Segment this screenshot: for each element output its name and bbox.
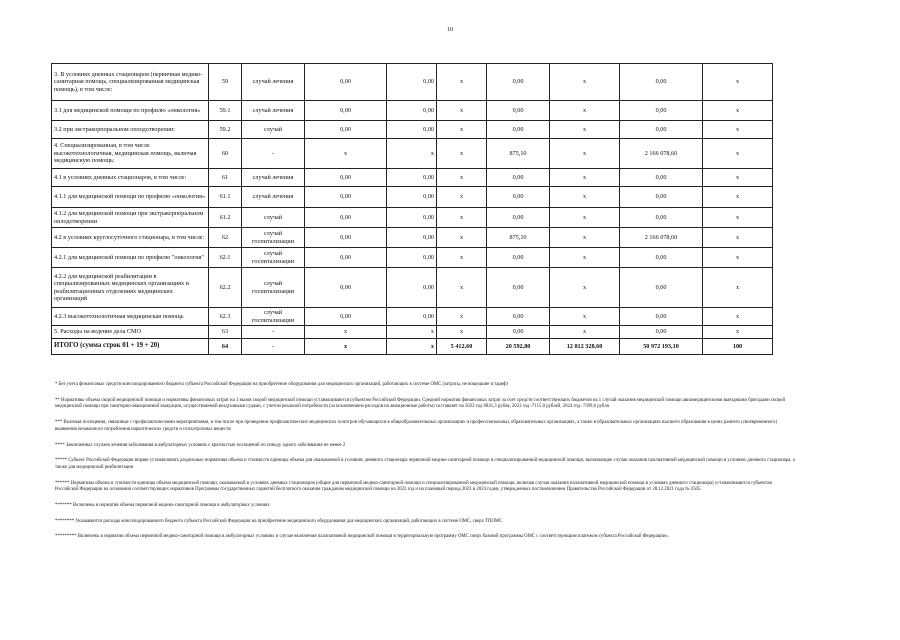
cell-name: 4.2.3 высокотехнологичная медицинская помощь	[52, 308, 209, 326]
cell-v5: x	[550, 268, 620, 308]
cell-name: 4. Специализированная, в том числе высокотехнологичная, медицинская помощь, включая медицинскую помощь:	[52, 139, 209, 169]
cell-name: 4.1.2 для медицинской помощи при экстракорпоральном оплодотворении	[52, 208, 209, 228]
cell-code: 61	[209, 169, 242, 187]
cell-v5: x	[550, 139, 620, 169]
footnotes	[55, 382, 795, 550]
table-row	[52, 139, 773, 169]
cell-name: 4.2 в условиях круглосуточного стационара, в том числе:	[52, 228, 209, 248]
cell-v5: x	[550, 121, 620, 139]
cell-v5: x	[550, 208, 620, 228]
cell-v5: 12 812 328,60	[550, 339, 620, 355]
cell-unit: случай госпитализации	[242, 268, 305, 308]
cell-unit: случай лечения	[242, 187, 305, 208]
footnote: * Без учета финансовых средств консолидированного бюджета субъекта Российской Федерации на приобретение оборудования для медицинских организаций, работающих в системе ОМС (затраты, не вошедшие в тариф)	[55, 382, 509, 387]
cell-v2: 0,00	[387, 208, 437, 228]
cell-v3: 5 412,60	[437, 339, 487, 355]
cell-code: 64	[209, 339, 242, 355]
cell-v4: 0,00	[487, 208, 550, 228]
cell-v6: 0,00	[620, 208, 703, 228]
cell-v6: 0,00	[620, 268, 703, 308]
cell-v1: 0,00	[305, 228, 387, 248]
cell-code: 61.1	[209, 187, 242, 208]
page-number: 10	[447, 27, 453, 33]
cell-v2: 0,00	[387, 169, 437, 187]
cell-v1: 0,00	[305, 308, 387, 326]
cell-v7: x	[703, 187, 773, 208]
cell-v2: x	[387, 139, 437, 169]
cell-v1: 0,00	[305, 64, 387, 101]
cell-v5: x	[550, 101, 620, 121]
cell-v6: 0,00	[620, 326, 703, 339]
cell-code: 62.3	[209, 308, 242, 326]
cell-v6: 0,00	[620, 121, 703, 139]
cell-v1: 0,00	[305, 187, 387, 208]
table-row	[52, 248, 773, 268]
cell-v7: x	[703, 208, 773, 228]
cell-v4: 20 592,80	[487, 339, 550, 355]
footnote: ******* Включены в норматив объема первичной медико-санитарной помощи в амбулаторных условиях	[55, 503, 270, 509]
cell-v4: 0,00	[487, 64, 550, 101]
cell-v6: 2 166 078,60	[620, 228, 703, 248]
cell-unit: -	[242, 326, 305, 339]
cell-v3: x	[437, 326, 487, 339]
cell-name: ИТОГО (сумма строк 01 + 19 + 20)	[52, 339, 209, 355]
cell-v2: 0,00	[387, 228, 437, 248]
cell-v5: x	[550, 326, 620, 339]
cell-code: 62.1	[209, 248, 242, 268]
cell-v1: x	[305, 326, 387, 339]
cell-v7: x	[703, 326, 773, 339]
footnote: ********* Включены в норматив объема первичной медико-санитарной помощи в амбулаторных условиях и случае включения паллиативной медицинской помощи в территориальную программу ОМС сверх базовой программы ОМС с соответствующим платежом субъекта Российской Федерации».	[55, 534, 670, 540]
cell-v5: x	[550, 187, 620, 208]
cell-v1: 0,00	[305, 248, 387, 268]
cell-v3: x	[437, 308, 487, 326]
cell-v3: x	[437, 121, 487, 139]
cell-v2: x	[387, 326, 437, 339]
cell-unit: -	[242, 339, 305, 355]
cell-v6: 50 972 193,10	[620, 339, 703, 355]
cell-name: 3.1 для медицинской помощи по профилю «онкология»	[52, 101, 209, 121]
cell-v1: 0,00	[305, 268, 387, 308]
footnote: *** Включая посещения, связанные с профилактическими мероприятиями, в том числе при проведении профилактических медицинских осмотров обучающихся в общеобразовательных организациях и профессиональных образовательных организациях, а также в образовательных организациях высшего образования в целях раннего (своевременного) выявления незаконного потребления наркотических средств и психотропных веществ	[55, 420, 778, 432]
cell-v2: 0,00	[387, 121, 437, 139]
footnote: ** Нормативы объема скорой медицинской помощи и нормативы финансовых затрат на 1 вызов скорой медицинской помощи устанавливаются субъектом Российской Федерации. Средний норматив финансовых затрат за счет средств соответствующих бюджетов на 1 случай оказания медицинской помощи авиамедицинскими выездными бригадами скорой медицинской помощи при санитарно-авиационной эвакуации, осуществляемой воздушными судами, с учетом реальной потребности (за исключением расходов на авиационные работы) составляет на 2022 год 6841,3 рубля, 2023 год -7115,0 рублей, 2024 год -7399,6 рубля	[55, 397, 786, 410]
cell-name: 3.2 при экстракорпоральном оплодотворении:	[52, 121, 209, 139]
footnote: ****** Нормативы объема и стоимости единицы объема медицинской помощи, оказываемой в условиях дневных стационаров (общие для первичной медико-санитарной помощи и специализированной медицинской помощи, включая случаи оказания паллиативной медицинской помощи в условиях дневного стационара) устанавливаются субъектом Российской Федерации на основании соответствующих нормативов Программы государственных гарантий бесплатного оказания гражданам медицинской помощи на 2022 год и на плановый период 2023 и 2024 годов, утвержденных постановлением Правительства Российской Федерации от 28.12.2021 года № 2505.	[55, 480, 773, 493]
cell-code: 63	[209, 326, 242, 339]
cell-v7: x	[703, 248, 773, 268]
cell-v7: x	[703, 169, 773, 187]
cell-v7: 100	[703, 339, 773, 355]
cell-v3: x	[437, 139, 487, 169]
cell-v5: x	[550, 64, 620, 101]
cell-v6: 0,00	[620, 169, 703, 187]
cell-v7: x	[703, 268, 773, 308]
cell-code: 62	[209, 228, 242, 248]
cell-v4: 875,10	[487, 139, 550, 169]
cell-v7: x	[703, 308, 773, 326]
footnote: ***** Субъект Российской Федерации вправе устанавливать раздельные нормативы объема и стоимости единицы объема для оказываемой в условиях дневного стационара первичной медико-санитарной помощи и специализированной медицинской помощи, включающие случаи оказания паллиативной медицинской помощи в условиях дневного стационара, а также для медицинской реабилитации	[55, 458, 795, 470]
cell-v7: x	[703, 228, 773, 248]
cell-unit: случай	[242, 208, 305, 228]
cell-v1: x	[305, 139, 387, 169]
table-row	[52, 64, 773, 101]
cell-v1: 0,00	[305, 121, 387, 139]
table-row	[52, 208, 773, 228]
cell-v3: x	[437, 208, 487, 228]
cell-v3: x	[437, 187, 487, 208]
cell-v1: 0,00	[305, 169, 387, 187]
cell-unit: случай лечения	[242, 64, 305, 101]
cell-v6: 0,00	[620, 248, 703, 268]
table-row	[52, 268, 773, 308]
footnote: ******** Указываются расходы консолидированного бюджета субъекта Российской Федерации на приобретение медицинского оборудования для медицинских организаций, работающих в системе ОМС, сверх ТПОМС	[55, 518, 503, 524]
cell-v5: x	[550, 228, 620, 248]
cell-v2: 0,00	[387, 248, 437, 268]
cell-unit: случай лечения	[242, 169, 305, 187]
cell-v7: x	[703, 64, 773, 101]
cell-v7: x	[703, 101, 773, 121]
cell-v4: 0,00	[487, 248, 550, 268]
cell-name: 3. В условиях дневных стационаров (первичная медико-санитарная помощь, специализированная медицинская помощь), в том числе:	[52, 64, 209, 101]
cell-v2: 0,00	[387, 101, 437, 121]
cell-code: 59.1	[209, 101, 242, 121]
cell-v2: x	[387, 339, 437, 355]
cell-v2: 0,00	[387, 187, 437, 208]
cell-unit: случай	[242, 121, 305, 139]
cell-v3: x	[437, 169, 487, 187]
cell-v4: 0,00	[487, 326, 550, 339]
table-row	[52, 187, 773, 208]
cell-v2: 0,00	[387, 308, 437, 326]
cell-v3: x	[437, 64, 487, 101]
table-row	[52, 101, 773, 121]
cell-unit: случай госпитализации	[242, 308, 305, 326]
cell-v2: 0,00	[387, 64, 437, 101]
cell-code: 62.2	[209, 268, 242, 308]
cell-code: 59	[209, 64, 242, 101]
cell-v4: 0,00	[487, 121, 550, 139]
cell-v3: x	[437, 228, 487, 248]
cell-unit: -	[242, 139, 305, 169]
cell-name: 4.2.1 для медицинской помощи по профилю "онкология"	[52, 248, 209, 268]
footnote: **** Законченных случаев лечения заболевания в амбулаторных условиях с кратностью посещений по поводу одного заболевания не менее 2	[55, 442, 346, 448]
cell-v4: 0,00	[487, 268, 550, 308]
cell-v3: x	[437, 248, 487, 268]
table-row	[52, 326, 773, 339]
cell-v3: x	[437, 268, 487, 308]
cell-v4: 875,10	[487, 228, 550, 248]
cell-v4: 0,00	[487, 308, 550, 326]
cell-v7: x	[703, 121, 773, 139]
cell-v4: 0,00	[487, 187, 550, 208]
cell-code: 60	[209, 139, 242, 169]
cell-v2: 0,00	[387, 268, 437, 308]
cell-unit: случай лечения	[242, 101, 305, 121]
financing-table	[51, 63, 773, 355]
cell-v1: 0,00	[305, 101, 387, 121]
table-row	[52, 121, 773, 139]
cell-name: 4.1 в условиях дневных стационаров, в том числе:	[52, 169, 209, 187]
cell-v6: 0,00	[620, 64, 703, 101]
cell-v3: x	[437, 101, 487, 121]
cell-v1: 0,00	[305, 208, 387, 228]
cell-v6: 0,00	[620, 187, 703, 208]
cell-v6: 2 166 078,60	[620, 139, 703, 169]
cell-unit: случай госпитализации	[242, 228, 305, 248]
cell-code: 61.2	[209, 208, 242, 228]
cell-v6: 0,00	[620, 101, 703, 121]
cell-code: 59.2	[209, 121, 242, 139]
cell-v7: x	[703, 139, 773, 169]
cell-name: 5. Расходы на ведение дела СМО	[52, 326, 209, 339]
table-row	[52, 169, 773, 187]
cell-v6: 0,00	[620, 308, 703, 326]
table-row	[52, 308, 773, 326]
cell-name: 4.2.2 для медицинской реабилитации в специализированных медицинских организациях и реабилитационных отделениях медицинских организаций	[52, 268, 209, 308]
table-row	[52, 339, 773, 355]
cell-v5: x	[550, 248, 620, 268]
cell-v5: x	[550, 169, 620, 187]
cell-v4: 0,00	[487, 169, 550, 187]
cell-name: 4.1.1 для медицинской помощи по профилю «онкология»	[52, 187, 209, 208]
cell-v1: x	[305, 339, 387, 355]
table-row	[52, 228, 773, 248]
cell-v5: x	[550, 308, 620, 326]
cell-unit: случай госпитализации	[242, 248, 305, 268]
cell-v4: 0,00	[487, 101, 550, 121]
